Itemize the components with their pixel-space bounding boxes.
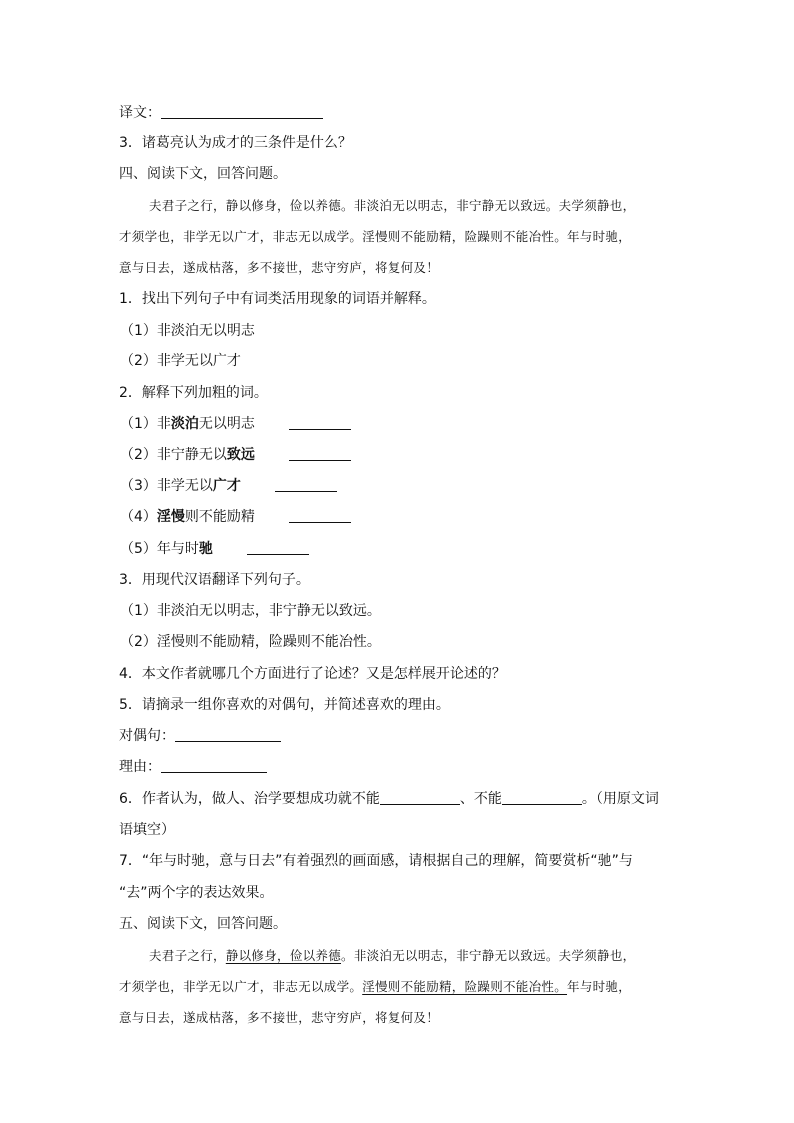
bold-word: 淫慢	[156, 509, 185, 525]
q3-item-1: （1）非淡泊无以明志，非宁静无以致远。	[120, 603, 381, 619]
answer-blank[interactable]	[175, 727, 281, 742]
underlined-phrase: 淫慢则不能励精，险躁则不能冶性。	[362, 979, 568, 994]
section-4-heading: 四、阅读下文，回答问题。	[119, 166, 287, 182]
q6-continuation: 语填空）	[119, 822, 175, 838]
q1-item-1: （1）非淡泊无以明志	[120, 323, 255, 339]
q4-question: 4．本文作者就哪几个方面进行了论述？又是怎样展开论述的？	[119, 666, 506, 682]
passage-line-3: 意与日去，遂成枯落，多不接世，悲守穷庐，将复何及！	[119, 260, 440, 275]
passage-line-1: 夫君子之行，静以修身，俭以养德。非淡泊无以明志，非宁静无以致远。夫学须静也，	[149, 198, 636, 213]
bold-word: 淡泊	[170, 416, 199, 432]
q2-item-text: （3）非学无以	[120, 478, 213, 494]
answer-blank[interactable]	[289, 508, 351, 523]
q1-item-2: （2）非学无以广才	[120, 353, 241, 369]
couplet-label: 对偶句：	[119, 728, 175, 744]
q2-item-3	[120, 477, 241, 495]
passage-line-2: 才须学也，非学无以广才，非志无以成学。淫慢则不能励精，险躁则不能冶性。年与时驰，	[119, 229, 632, 244]
section-5-heading: 五、阅读下文，回答问题。	[119, 916, 287, 932]
q6-text: 6．作者认为，做人、治学要想成功就不能	[119, 791, 380, 807]
answer-blank[interactable]	[289, 446, 351, 461]
q6-question	[119, 790, 659, 808]
answer-blank[interactable]	[247, 540, 309, 555]
answer-blank[interactable]	[161, 104, 323, 119]
q2-item-text: （4）	[120, 509, 157, 525]
answer-blank[interactable]	[275, 477, 337, 492]
q7-line-2: “去”两个字的表达效果。	[119, 885, 274, 901]
q6-text: 。（用原文词	[581, 791, 659, 807]
answer-blank[interactable]	[289, 415, 351, 430]
q2-item-5	[120, 540, 213, 558]
q2-item-2	[120, 446, 255, 464]
passage2-line-3: 意与日去，遂成枯落，多不接世，悲守穷庐，将复何及！	[119, 1010, 440, 1025]
answer-blank[interactable]	[380, 790, 460, 805]
passage-text: 才须学也，非学无以广才，非志无以成学。	[119, 979, 363, 994]
reason-label: 理由：	[119, 759, 161, 775]
q1-stem: 1．找出下列句子中有词类活用现象的词语并解释。	[119, 291, 436, 307]
q6-text: 、不能	[459, 791, 502, 807]
q5-reason-line	[119, 758, 267, 776]
bold-word: 广才	[212, 478, 241, 494]
q2-item-text: （2）非宁静无以	[120, 447, 227, 463]
bold-word: 驰	[198, 541, 213, 557]
q2-item-text: （5）年与时	[120, 541, 199, 557]
underlined-phrase: 静以修身，俭以养德	[225, 948, 342, 963]
answer-blank[interactable]	[161, 758, 267, 773]
passage-text: 夫君子之行，	[149, 948, 226, 963]
passage-text: 年与时驰，	[567, 979, 632, 994]
q3-stem: 3．用现代汉语翻译下列句子。	[119, 572, 310, 588]
q2-item-4	[120, 508, 255, 526]
passage2-line-1	[149, 948, 635, 964]
q7-line-1: 7．“年与时驰，意与日去”有着强烈的画面感，请根据自己的理解，简要赏析“驰”与	[119, 853, 633, 869]
translation-label: 译文：	[119, 105, 161, 121]
q2-item-text: 无以明志	[198, 416, 255, 432]
q5-couplet-line	[119, 727, 281, 745]
q3-item-2: （2）淫慢则不能励精，险躁则不能冶性。	[120, 634, 381, 650]
answer-blank[interactable]	[502, 790, 582, 805]
q5-stem: 5．请摘录一组你喜欢的对偶句，并简述喜欢的理由。	[119, 697, 450, 713]
passage2-line-2	[119, 979, 631, 995]
passage-text: 。非淡泊无以明志，非宁静无以致远。夫学须静也，	[341, 948, 636, 963]
q2-item-1	[120, 415, 255, 433]
q2-stem: 2．解释下列加粗的词。	[119, 385, 268, 401]
q2-item-text: 则不能励精	[184, 509, 255, 525]
translation-line	[119, 104, 323, 122]
bold-word: 致远	[226, 447, 255, 463]
q2-item-text: （1）非	[120, 416, 171, 432]
question-3-zhuge: 3．诸葛亮认为成才的三条件是什么？	[119, 135, 352, 151]
